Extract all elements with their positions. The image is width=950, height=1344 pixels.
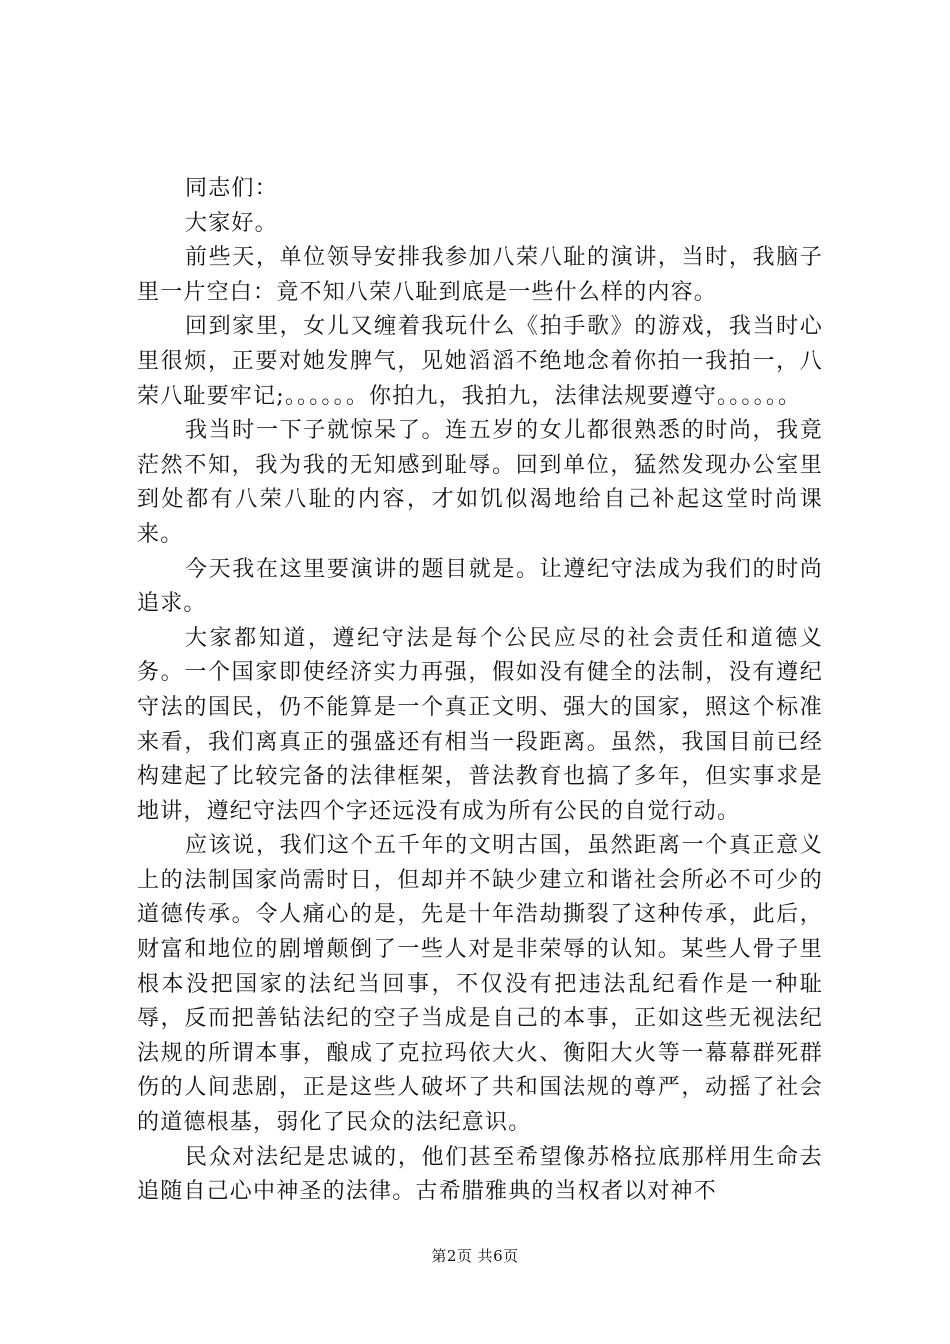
- paragraph: 民众对法纪是忠诚的，他们甚至希望像苏格拉底那样用生命去追随自己心中神圣的法律。古希腊雅典的当权者以对神不: [137, 1144, 823, 1205]
- paragraph: 应该说，我们这个五千年的文明古国，虽然距离一个真正意义上的法制国家尚需时日，但却并不缺少建立和谐社会所必不可少的道德传承。令人痛心的是，先是十年浩劫撕裂了这种传承，此后，财富和地位的剧增颠倒了一些人对是非荣辱的认知。某些人骨子里根本没把国家的法纪当回事，不仅没有把违法乱纪看作是一种耻辱，反而把善钻法纪的空子当成是自己的本事，正如这些无视法纪法规的所谓本事，酿成了克拉玛依大火、衡阳大火等一幕幕群死群伤的人间悲剧，正是这些人破坏了共和国法规的尊严，动摇了社会的道德根基，弱化了民众的法纪意识。: [137, 833, 823, 1136]
- document-body: [137, 172, 823, 1210]
- paragraph-salutation: 同志们：: [185, 176, 278, 201]
- paragraph-greeting: 大家好。: [185, 210, 278, 236]
- paragraph: 前些天，单位领导安排我参加八荣八耻的演讲，当时，我脑子里一片空白：竟不知八荣八耻到底是一些什么样的内容。: [137, 245, 823, 305]
- paragraph: 回到家里，女儿又缠着我玩什么《拍手歌》的游戏，我当时心里很烦，正要对她发脾气，见她滔滔不绝地念着你拍一我拍一，八荣八耻要牢记;。。。。。。你拍九，我拍九，法律法规要遵守。。。。。。: [137, 314, 823, 409]
- page-number-footer: 第2页 共6页: [431, 1247, 519, 1265]
- paragraph: 今天我在这里要演讲的题目就是。让遵纪守法成为我们的时尚追求。: [137, 556, 823, 617]
- paragraph: 我当时一下子就惊呆了。连五岁的女儿都很熟悉的时尚，我竟茫然不知，我为我的无知感到耻辱。回到单位，猛然发现办公室里到处都有八荣八耻的内容，才如饥似渴地给自己补起这堂时尚课来。: [137, 418, 823, 547]
- paragraph: 大家都知道，遵纪守法是每个公民应尽的社会责任和道德义务。一个国家即使经济实力再强，假如没有健全的法制，没有遵纪守法的国民，仍不能算是一个真正文明、强大的国家，照这个标准来看，我们离真正的强盛还有相当一段距离。虽然，我国目前已经构建起了比较完备的法律框架，普法教育也搞了多年，但实事求是地讲，遵纪守法四个字还远没有成为所有公民的自觉行动。: [137, 625, 823, 824]
